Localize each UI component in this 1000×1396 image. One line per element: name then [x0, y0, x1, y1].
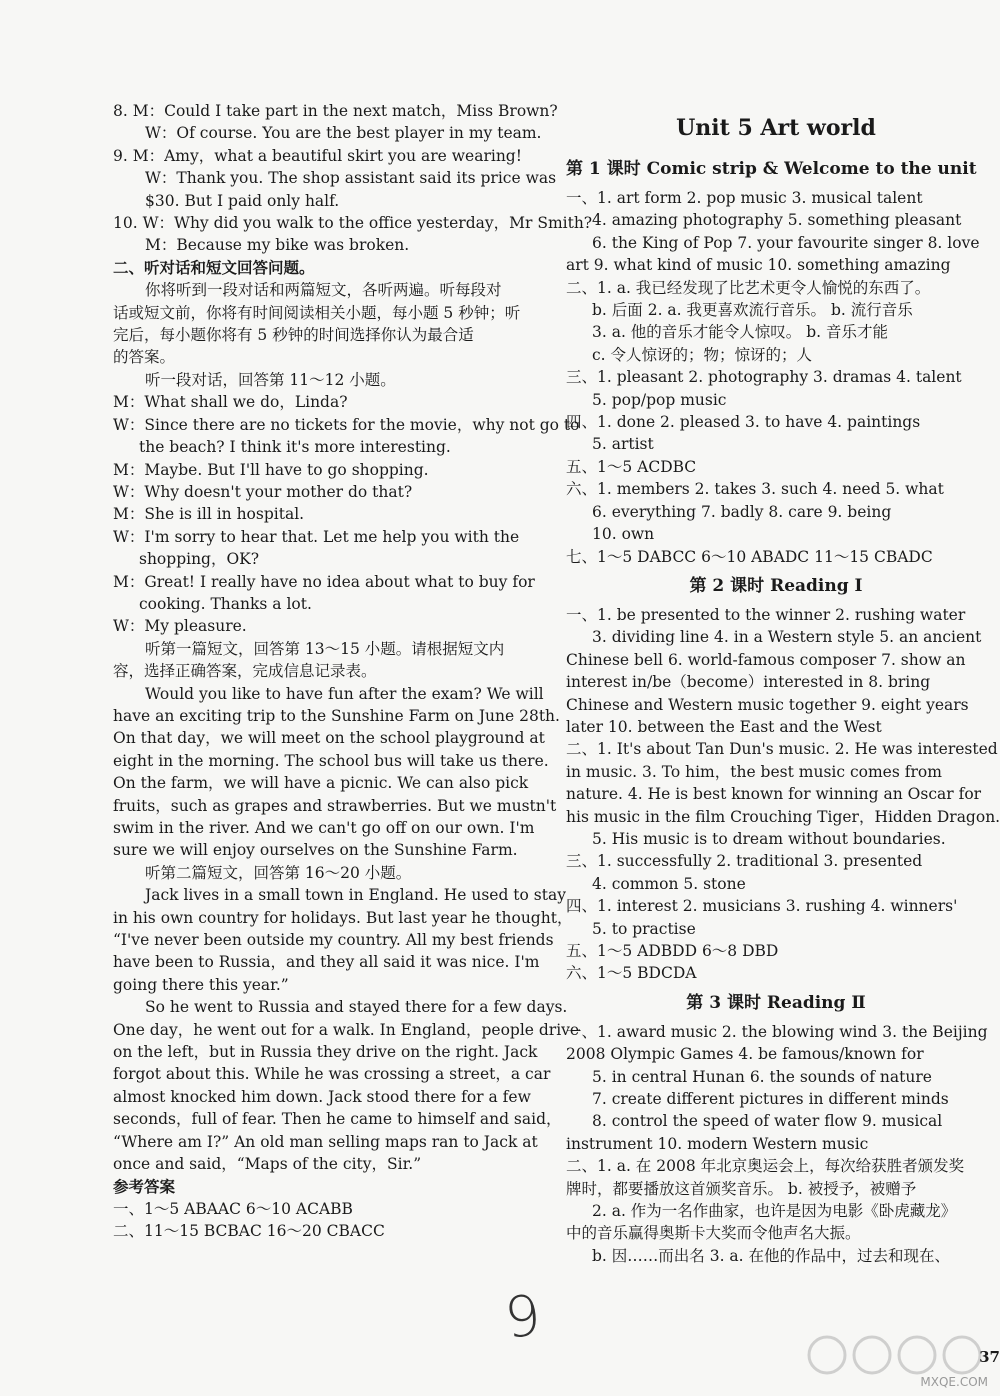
text-line: “I've never been outside my country. All my best friends: [113, 931, 554, 950]
text-line: 7. create different pictures in different minds: [592, 1090, 949, 1109]
text-line: 容，选择正确答案，完成信息记录表。: [113, 662, 377, 681]
text-line: 听一段对话，回答第 11～12 小题。: [145, 370, 396, 389]
text-line: 五、1～5 ADBDD 6～8 DBD: [566, 942, 779, 960]
text-line: 牌时，都要播放这首颁奖音乐。 b. 被授予，被赠予: [566, 1179, 917, 1198]
text-line: “Where am I?” An old man selling maps ran to Jack at: [113, 1132, 538, 1151]
text-line: 6. everything 7. badly 8. care 9. being: [592, 502, 892, 521]
handwritten-mark: 9: [501, 1283, 544, 1352]
text-line: W：Of course. You are the best player in my team.: [145, 124, 542, 143]
text-line: Jack lives in a small town in England. He used to stay: [145, 886, 566, 905]
text-line: W：Thank you. The shop assistant said its price was: [145, 169, 557, 188]
text-line: 8. control the speed of water flow 9. musical: [592, 1112, 943, 1131]
text-line: 五、1～5 ACDBC: [566, 457, 697, 476]
text-line: 中的音乐赢得奥斯卡大奖而令他声名大振。: [566, 1224, 861, 1243]
text-line: swim in the river. And we can't go off on our own. I'm: [113, 819, 535, 837]
text-line: M：Maybe. But I'll have to go shopping.: [113, 460, 429, 479]
text-line: cooking. Thanks a lot.: [139, 594, 312, 613]
text-line: 5. in central Hunan 6. the sounds of nature: [592, 1067, 932, 1086]
text-line: 4. common 5. stone: [592, 874, 746, 893]
text-line: the beach? I think it's more interesting.: [139, 438, 451, 457]
text-line: 二、听对话和短文回答问题。: [113, 257, 315, 277]
text-line: 一、1. award music 2. the blowing wind 3. the Beijing: [566, 1022, 988, 1041]
text-line: M：Great! I really have no idea about what to buy for: [113, 572, 535, 591]
right-column: [566, 100, 1000, 1267]
text-line: 听第二篇短文，回答第 16～20 小题。: [145, 863, 412, 882]
text-line: One day，he went out for a walk. In England，people drive: [113, 1020, 580, 1039]
lesson-1-answers: [566, 187, 986, 568]
text-line: have an exciting trip to the Sunshine Farm on June 28th.: [113, 706, 560, 725]
text-line: 二、1. a. 我已经发现了比艺术更令人愉悦的东西了。: [566, 278, 931, 297]
text-line: 三、1. successfully 2. traditional 3. presented: [566, 852, 923, 871]
text-line: 听第一篇短文，回答第 13～15 小题。请根据短文内: [145, 639, 505, 658]
text-line: 4. amazing photography 5. something pleasant: [592, 211, 962, 230]
lesson-3-answers: [566, 1021, 986, 1267]
text-line: 3. a. 他的音乐才能令人惊叹。 b. 音乐才能: [592, 323, 889, 342]
text-line: 完后，每小题你将有 5 秒钟的时间选择你认为最合适: [113, 326, 474, 345]
text-line: 10. own: [592, 525, 655, 544]
text-line: 10. W：Why did you walk to the office yesterday，Mr Smith?: [113, 214, 593, 233]
text-line: almost knocked him down. Jack stood there for a few: [113, 1087, 531, 1106]
text-line: once and said，“Maps of the city，Sir.”: [113, 1155, 422, 1174]
text-line: 的答案。: [113, 348, 176, 367]
text-line: in music. 3. To him，the best music comes from: [566, 762, 942, 781]
text-line: $30. But I paid only half.: [145, 191, 340, 210]
text-line: 二、1. a. 在 2008 年北京奥运会上，每次给获胜者颁发奖: [566, 1157, 965, 1176]
text-line: 8. M：Could I take part in the next match，Miss Brown?: [113, 102, 558, 120]
lesson-2-title: 第 2 课时 Reading Ⅰ: [689, 575, 863, 596]
text-line: 3. dividing line 4. in a Western style 5. an ancient: [592, 628, 982, 647]
text-line: fruits，such as grapes and strawberries. But we mustn't: [113, 796, 557, 815]
text-line: 5. to practise: [592, 919, 696, 938]
text-line: 一、1. art form 2. pop music 3. musical talent: [566, 189, 923, 207]
text-line: 一、1～5 ABAAC 6～10 ACABB: [113, 1199, 353, 1218]
text-line: have been to Russia，and they all said it was nice. I'm: [113, 953, 540, 972]
text-line: 六、1～5 BDCDA: [566, 964, 697, 983]
text-line: seconds，full of fear. Then he came to himself and said，: [113, 1110, 562, 1129]
text-line: Chinese and Western music together 9. eight years: [566, 695, 969, 714]
text-line: Chinese bell 6. world-famous composer 7. show an: [566, 650, 966, 669]
unit-title: Unit 5 Art world: [676, 115, 876, 141]
text-line: M：She is ill in hospital.: [113, 505, 305, 524]
left-column: [113, 100, 593, 1243]
text-line: 话或短文前，你将有时间阅读相关小题，每小题 5 秒钟；听: [113, 303, 521, 322]
text-line: his music in the film Crouching Tiger，Hidden Dragon.: [566, 807, 1000, 826]
text-line: 二、1. It's about Tan Dun's music. 2. He was interested: [566, 740, 998, 759]
text-line: W：I'm sorry to hear that. Let me help you with the: [113, 527, 520, 546]
lesson-3-title: 第 3 课时 Reading Ⅱ: [686, 992, 866, 1013]
text-line: 参考答案: [113, 1176, 176, 1196]
text-line: 2. a. 作为一名作曲家，也许是因为电影《卧虎藏龙》: [592, 1202, 957, 1221]
lesson-1-title: 第 1 课时 Comic strip & Welcome to the unit: [566, 159, 977, 179]
text-line: c. 令人惊讶的；物；惊讶的；人: [592, 345, 813, 364]
text-line: 二、11～15 BCBAC 16～20 CBACC: [113, 1222, 385, 1241]
text-line: So he went to Russia and stayed there for a few days.: [145, 998, 568, 1017]
text-line: b. 因……而出名 3. a. 在他的作品中，过去和现在、: [592, 1246, 951, 1265]
text-line: M：What shall we do，Linda?: [113, 393, 348, 412]
text-line: Would you like to have fun after the exam? We will: [145, 684, 544, 703]
text-line: 9. M：Amy，what a beautiful skirt you are wearing!: [113, 146, 522, 165]
text-line: 六、1. members 2. takes 3. such 4. need 5. what: [566, 480, 944, 499]
text-line: forgot about this. While he was crossing a street，a car: [113, 1065, 551, 1084]
text-line: 三、1. pleasant 2. photography 3. dramas 4. talent: [566, 368, 962, 387]
lesson-2-answers: [566, 604, 1000, 985]
text-line: On that day，we will meet on the school playground at: [113, 729, 545, 748]
text-line: W：Why doesn't your mother do that?: [113, 482, 413, 501]
text-line: instrument 10. modern Western music: [566, 1134, 869, 1153]
text-line: on the left，but in Russia they drive on the right. Jack: [113, 1043, 538, 1062]
text-line: On the farm，we will have a picnic. We can also pick: [113, 774, 529, 793]
text-line: 四、1. interest 2. musicians 3. rushing 4. winners': [566, 897, 958, 916]
page-number: 37: [979, 1348, 1000, 1366]
text-line: 5. artist: [592, 435, 654, 454]
text-line: going there this year.”: [113, 975, 289, 994]
text-line: eight in the morning. The school bus will take us there.: [113, 751, 549, 770]
text-line: 6. the King of Pop 7. your favourite singer 8. love: [592, 233, 980, 252]
text-line: art 9. what kind of music 10. something amazing: [566, 256, 951, 275]
text-line: nature. 4. He is best known for winning an Oscar for: [566, 785, 982, 804]
text-line: sure we will enjoy ourselves on the Sunshine Farm.: [113, 841, 518, 860]
text-line: M：Because my bike was broken.: [145, 236, 410, 255]
text-line: 你将听到一段对话和两篇短文，各听两遍。听每段对: [145, 281, 502, 300]
text-line: shopping，OK?: [139, 550, 260, 569]
text-line: interest in/be（become）interested in 8. bring: [566, 673, 931, 692]
text-line: 5. pop/pop music: [592, 390, 727, 409]
text-line: 2008 Olympic Games 4. be famous/known for: [566, 1045, 924, 1064]
text-line: in his own country for holidays. But last year he thought，: [113, 908, 573, 927]
text-line: 5. His music is to dream without boundaries.: [592, 829, 946, 848]
text-line: 一、1. be presented to the winner 2. rushing water: [566, 605, 966, 624]
text-line: W：My pleasure.: [113, 617, 247, 636]
watermark-text: MXQE.COM: [920, 1375, 988, 1389]
text-line: 四、1. done 2. pleased 3. to have 4. paintings: [566, 413, 921, 432]
text-line: later 10. between the East and the West: [566, 717, 882, 736]
text-line: b. 后面 2. a. 我更喜欢流行音乐。 b. 流行音乐: [592, 301, 913, 320]
text-line: W：Since there are no tickets for the movie，why not go to: [113, 415, 580, 434]
text-line: 七、1～5 DABCC 6～10 ABADC 11～15 CBADC: [566, 547, 933, 566]
